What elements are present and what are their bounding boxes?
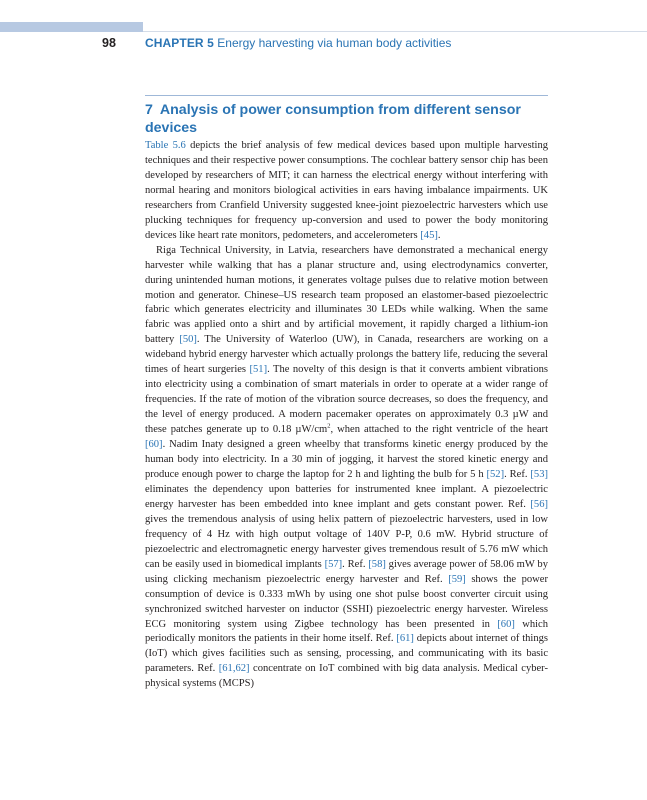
text-run: which periodically monitors the patients in their home itself. Ref.	[145, 618, 548, 645]
citation-link[interactable]: [52]	[486, 468, 505, 480]
text-run: gives the tremendous analysis of using helix pattern of piezoelectric harvesters, used in low frequency of 4 Hz with high output voltage of 140V P-P, 0.6 mW. Hybrid structure of piezoelectric and electromagnetic energy harvester gives tremendous result of 5.76 mW which can be easily used in biomedical implants	[145, 513, 548, 570]
text-run: depicts about internet of things (IoT) which gives facilities such as sensing, processing, and communicating with its basic parameters. Ref.	[145, 633, 548, 675]
header-color-bar	[0, 22, 143, 32]
text-run: shows the power consumption of device is 0.333 mWh by using one shot pulse boost converter circuit using synchronized switched harvester on inductor (SSHI) piezoelectric energy harvester. Wireless ECG monitoring system using Zigbee technology has been presented in	[145, 573, 548, 630]
citation-link[interactable]: [45]	[420, 229, 438, 241]
chapter-title: Energy harvesting via human body activities	[217, 36, 452, 50]
text-run: gives average power of 58.06 mW by using clicking mechanism piezoelectric energy harvester and Ref.	[145, 558, 548, 585]
text-run: . The University of Waterloo (UW), in Canada, researchers are working on a wideband hybrid energy harvester which actually prolongs the battery life, reducing the several times of heart surgeries	[145, 334, 549, 376]
text-run: .	[437, 229, 441, 241]
citation-link[interactable]: [61]	[396, 633, 414, 645]
text-run: Riga Technical University, in Latvia, researchers have demonstrated a mechanical energy harvester while walking that has a planar structure and, using electrodynamics converter, during unintended human motions, it generates voltage pulses due to relative motion between motion and generator. Chinese–US research team proposed an elastomer-based piezoelectric fabric which generates electricity and illuminates 30 LEDs while walking. When the same fabric was applied onto a shirt and by artificial movement, it rapidly charged a lithium-ion battery	[145, 244, 548, 346]
text-run: , when attached to the right ventricle of the heart	[330, 424, 548, 436]
section-title: Analysis of power consumption from different sensor devices	[145, 102, 521, 136]
header-rule	[143, 31, 647, 32]
paragraph-2	[145, 244, 548, 693]
citation-link[interactable]: [60]	[497, 618, 515, 630]
citation-link[interactable]: [53]	[530, 468, 548, 480]
citation-link[interactable]: [61,62]	[218, 663, 250, 675]
citation-link[interactable]: [59]	[448, 573, 466, 585]
text-run: depicts the brief analysis of few medical devices based upon multiple harvesting techniques and their respective power consumptions. The cochlear battery sensor chip has been developed by researchers of MIT; it can harness the electrical energy without interfering with normal hearing and monitors biological activities in ears having imbalance impairments. UK researchers from Cranfield University suggested knee-joint piezoelectric harvesters which use plucking techniques for frequency up-conversion and used to power the body monitoring devices like heart rate monitors, pedometers, and accelerometers	[145, 140, 548, 241]
chapter-label: CHAPTER 5	[145, 36, 214, 50]
text-run: concentrate on IoT combined with big data analysis. Medical cyber-physical systems (MCPS)	[145, 663, 548, 690]
paragraph-1	[145, 139, 548, 244]
text-run: . Nadim Inaty designed a green wheelby that transforms kinetic energy produced by the human body into electricity. In a 30 min of jogging, it harvest the stored kinetic energy and produce enough power to charge the laptop for 2 h and lighting the bulb for 5 h	[145, 439, 548, 480]
text-run: eliminates the dependency upon batteries for instrumented knee implant. A piezoelectric energy harvester has been embedded into knee implant and gets constant power. Ref.	[145, 483, 548, 510]
running-head	[145, 36, 451, 50]
citation-link[interactable]: [57]	[324, 558, 343, 570]
superscript: 2	[327, 422, 331, 430]
citation-link[interactable]: [56]	[530, 498, 548, 510]
citation-link[interactable]: [58]	[368, 558, 386, 570]
citation-link[interactable]: [50]	[179, 334, 197, 346]
section-heading	[145, 101, 548, 137]
body-text	[145, 139, 548, 692]
text-run: . The novelty of this design is that it converts ambient vibrations into electricity using a combination of smart materials in order to operate at a wider range of frequencies. If the rate of motion of the vibration source decreases, so does the frequency, and the level of energy produced. A modern pacemaker operates on approximately 0.3 µW and these patches generate up to 0.18 µW/cm	[145, 364, 548, 436]
text-run: . Ref.	[342, 558, 369, 570]
table-link[interactable]: Table 5.6	[145, 140, 186, 151]
citation-link[interactable]: [60]	[145, 439, 163, 451]
page-number: 98	[102, 36, 116, 50]
section-rule	[145, 95, 548, 96]
citation-link[interactable]: [51]	[249, 364, 268, 376]
text-run: . Ref.	[504, 468, 531, 480]
section-number: 7	[145, 102, 153, 118]
